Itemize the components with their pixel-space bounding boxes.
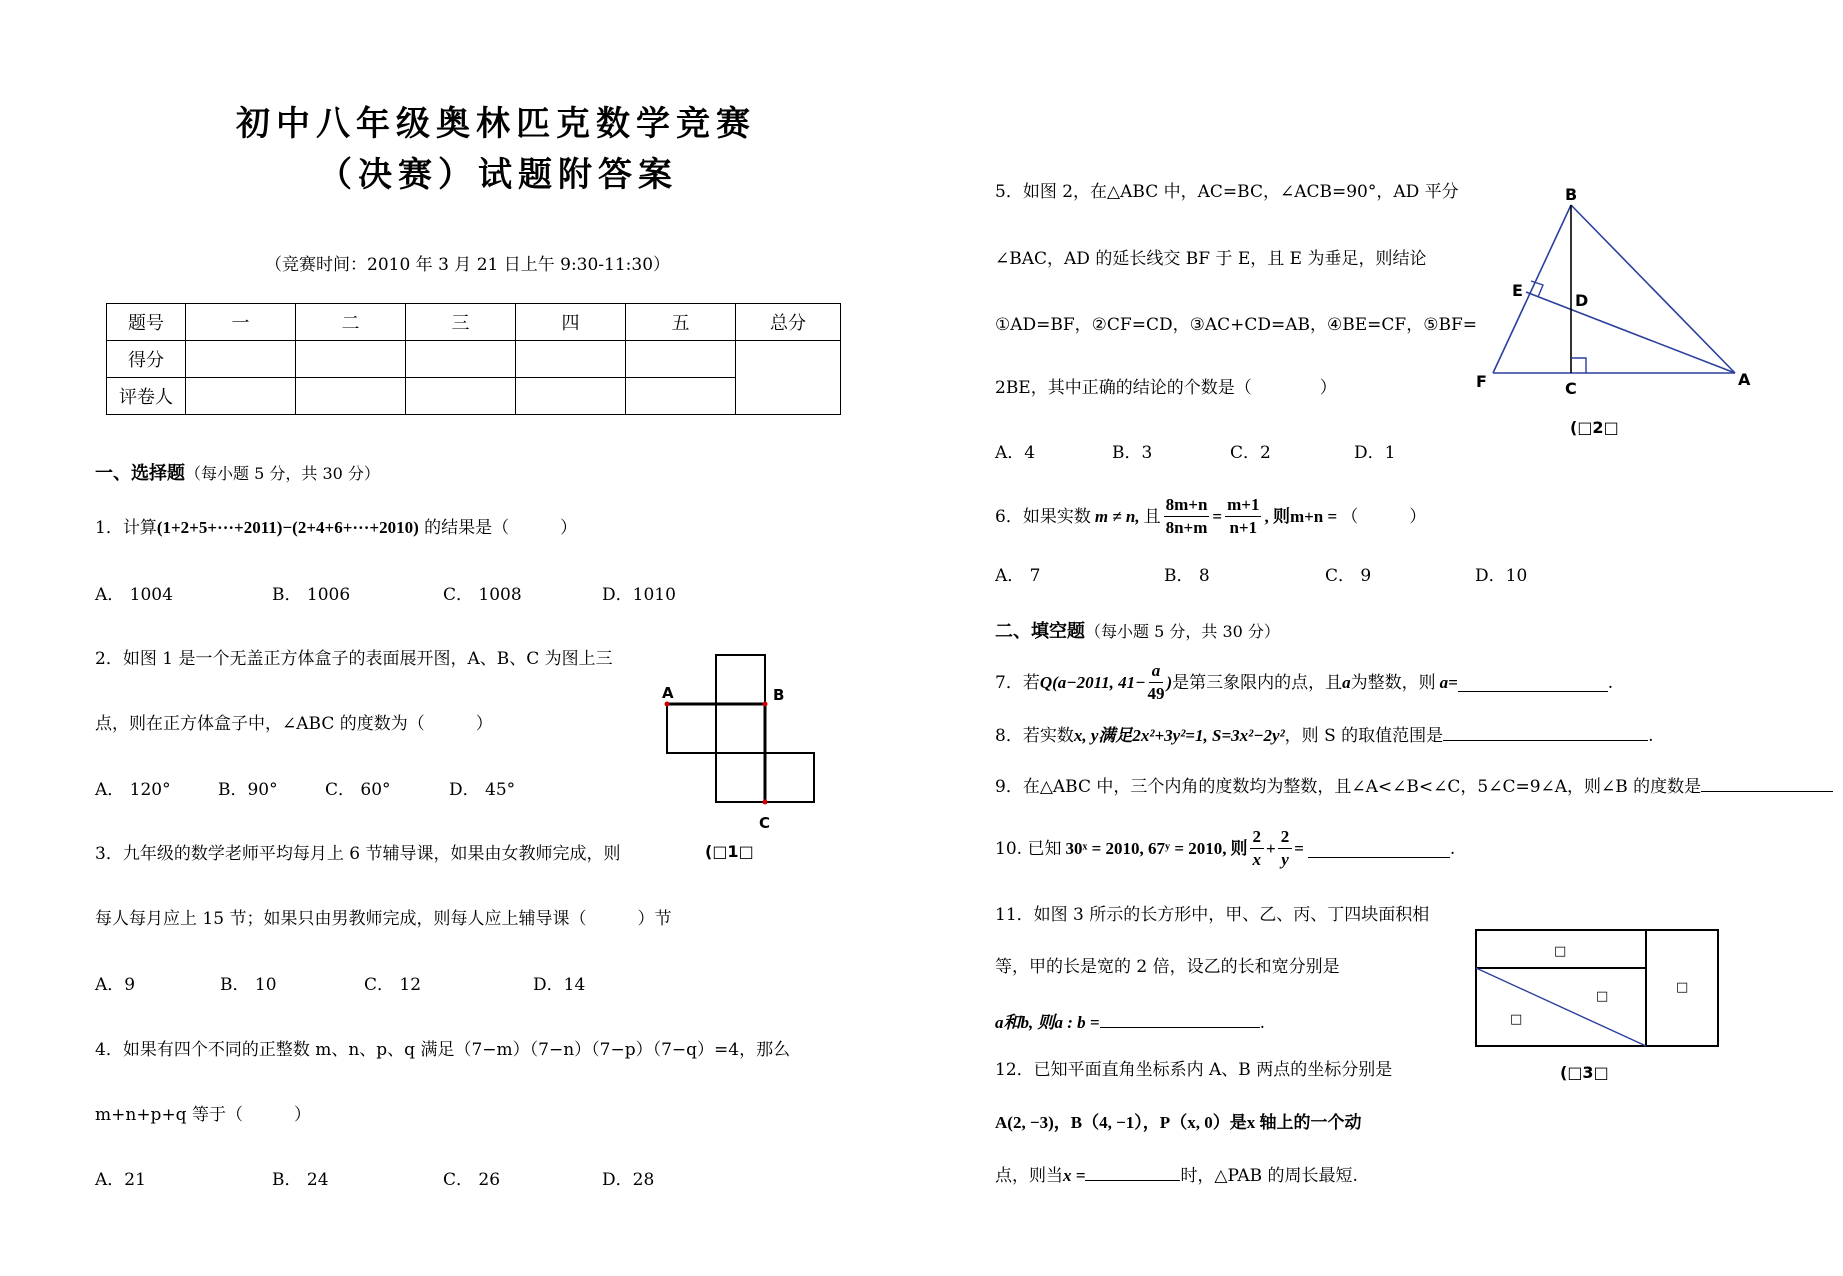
question-1 xyxy=(95,517,577,539)
q9-text: 9．在△ABC 中，三个内角的度数均为整数，且∠A<∠B<∠C，5∠C=9∠A，则∠B 的度数是 xyxy=(995,777,1702,797)
q2-option-b: B．90° xyxy=(218,780,278,800)
q10-fraction-1 xyxy=(1250,826,1265,871)
q5-option-c: C．2 xyxy=(1230,443,1271,463)
score-cell xyxy=(516,378,626,415)
q3-option-a: A．9 xyxy=(95,975,136,995)
figure-3-rectangle xyxy=(1474,928,1720,1048)
figure-2-caption: (□2□ xyxy=(1570,418,1619,437)
competition-time: （竞赛时间：2010 年 3 月 21 日上午 9:30-11:30） xyxy=(265,255,671,275)
fig2-label-d: D xyxy=(1575,291,1589,310)
q6-option-b: B． 8 xyxy=(1164,566,1210,586)
q4-option-d: D．28 xyxy=(602,1170,655,1190)
q2-option-a: A． 120° xyxy=(95,780,171,800)
q10-prefix: 10. 已知 xyxy=(995,838,1062,859)
score-row-label: 评卷人 xyxy=(107,378,186,415)
question-10: 10. 已知 30ˣ = 2010, 67ʸ = 2010, 则 $\frac{2}{x}$ + $\frac{2}{y}$ = . xyxy=(995,827,1456,869)
q2-option-c: C． 60° xyxy=(325,780,391,800)
figure-1-caption: (□1□ xyxy=(705,842,754,861)
q7-expr-a: Q(a−2011, 41− xyxy=(1039,672,1146,692)
q6-rhs-denominator: n+1 xyxy=(1229,518,1258,537)
question-6: 6．如果实数 m ≠ n, 且 $\frac{8m+n}{8n+m}$ = $\frac{m+1}{n+1}$ , 则m+n = （ ） xyxy=(995,495,1427,537)
point-a-marker xyxy=(665,702,670,707)
question-12-line3 xyxy=(995,1162,1358,1187)
score-header: 题号 xyxy=(107,304,186,341)
q8-answer-blank[interactable] xyxy=(1443,722,1648,741)
q11-expr: a和b, 则a : b = xyxy=(995,1013,1100,1032)
score-table xyxy=(106,303,841,415)
q6-condition: m ≠ n, xyxy=(1094,506,1140,526)
q1-prefix: 1．计算 xyxy=(95,518,157,538)
score-header: 五 xyxy=(626,304,736,341)
question-7: 7．若 Q(a−2011, 41− $\frac{a}{49}$ ) 是第三象限内的点，且 a 为整数，则 a= . xyxy=(995,661,1614,703)
q8-tail: ，则 S 的取值范围是 xyxy=(1284,726,1444,746)
q1-option-d: D．1010 xyxy=(602,585,676,605)
question-8: 8．若实数x, y满足2x²+3y²=1, S=3x²−2y²，则 S 的取值范围是 . xyxy=(995,722,1654,747)
q6-option-c: C． 9 xyxy=(1325,566,1372,586)
q4-option-a: A．21 xyxy=(95,1170,146,1190)
fig3-cell-lower-triangle: □ xyxy=(1510,1012,1523,1027)
q4-option-b: B． 24 xyxy=(272,1170,329,1190)
point-b-marker xyxy=(763,702,768,707)
net-face xyxy=(716,704,765,753)
score-header: 四 xyxy=(516,304,626,341)
score-cell xyxy=(186,341,296,378)
q7-prefix: 7．若 xyxy=(995,672,1040,693)
fig3-cell-right: □ xyxy=(1676,980,1689,995)
question-2-line1: 2．如图 1 是一个无盖正方体盒子的表面展开图，A、B、C 为图上三 xyxy=(95,649,613,669)
section-1-heading xyxy=(95,459,380,485)
q10-then: 则 xyxy=(1230,838,1248,858)
score-header: 二 xyxy=(296,304,406,341)
question-3-line1: 3．九年级的数学老师平均每月上 6 节辅导课，如果由女教师完成，则 xyxy=(95,844,621,864)
q1-suffix: 的结果是（ ） xyxy=(424,518,578,538)
q4-option-c: C． 26 xyxy=(443,1170,501,1190)
score-header: 三 xyxy=(406,304,516,341)
q10-den-2: y xyxy=(1281,850,1289,869)
segment-ae xyxy=(1526,292,1735,373)
fig1-label-a: A xyxy=(662,684,674,702)
q7-frac-num: a xyxy=(1149,660,1164,683)
q6-lhs-denominator: 8n+m xyxy=(1165,518,1208,537)
question-12-line1: 12．已知平面直角坐标系内 A、B 两点的坐标分别是 xyxy=(995,1060,1393,1080)
q1-expression: (1+2+5+···+2011)−(2+4+6+···+2010) xyxy=(156,518,419,537)
q6-lhs-numerator: 8m+n xyxy=(1164,494,1210,517)
q6-tail: , 则m+n = xyxy=(1264,506,1338,526)
net-face xyxy=(667,704,716,753)
q7-frac-den: 49 xyxy=(1147,684,1165,703)
fig2-label-f: F xyxy=(1476,372,1487,391)
fig2-label-a: A xyxy=(1738,370,1751,389)
q6-option-d: D．10 xyxy=(1475,566,1528,586)
section-1-note: （每小题 5 分，共 30 分） xyxy=(185,464,380,483)
q10-den-1: x xyxy=(1252,850,1262,869)
fig2-label-b: B xyxy=(1565,185,1578,204)
figure-3-caption: (□3□ xyxy=(1560,1063,1609,1082)
question-4-line1: 4．如果有四个不同的正整数 m、n、p、q 满足（7−m）（7−n）（7−p）（7−q）=4，那么 xyxy=(95,1040,791,1060)
question-5-line2: ∠BAC，AD 的延长线交 BF 于 E，且 E 为垂足，则结论 xyxy=(995,249,1427,269)
q5-option-d: D．1 xyxy=(1354,443,1396,463)
question-4-line2: m+n+p+q 等于（ ） xyxy=(95,1105,311,1125)
q1-option-a: A． 1004 xyxy=(95,585,173,605)
q6-prefix: 6．如果实数 xyxy=(995,506,1091,527)
score-cell xyxy=(406,378,516,415)
section-2-title: 二、填空题 xyxy=(995,621,1085,642)
q7-var: a xyxy=(1342,672,1351,692)
diagonal-divider xyxy=(1476,968,1646,1046)
q7-answer-blank[interactable] xyxy=(1458,673,1608,692)
section-2-note: （每小题 5 分，共 30 分） xyxy=(1085,622,1280,641)
score-header: 一 xyxy=(186,304,296,341)
score-cell xyxy=(296,378,406,415)
q10-equals: = xyxy=(1294,838,1304,858)
q7-mid: 是第三象限内的点，且 xyxy=(1172,672,1343,693)
fig2-label-c: C xyxy=(1565,379,1577,398)
question-9 xyxy=(995,773,1833,798)
segment-ba xyxy=(1571,205,1735,373)
q6-and: 且 xyxy=(1143,506,1161,527)
score-cell xyxy=(626,378,736,415)
section-2-heading xyxy=(995,617,1280,643)
q3-option-d: D．14 xyxy=(533,975,586,995)
question-11-line3: a和b, 则a : b = . xyxy=(995,1009,1265,1034)
net-face xyxy=(716,655,765,704)
figure-2-triangle xyxy=(1470,185,1760,400)
page-title-line2: （决赛）试题附答案 xyxy=(318,155,678,195)
score-cell xyxy=(626,341,736,378)
q7-expr-b: ) xyxy=(1166,672,1173,692)
section-1-title: 一、选择题 xyxy=(95,463,185,484)
q10-num-2: 2 xyxy=(1278,826,1293,849)
score-cell xyxy=(296,341,406,378)
fig2-label-e: E xyxy=(1512,281,1523,300)
q10-answer-blank[interactable] xyxy=(1308,839,1450,858)
q3-option-c: C． 12 xyxy=(364,975,422,995)
q6-rhs-fraction xyxy=(1225,494,1261,539)
q7-answer-label: a= xyxy=(1439,672,1458,692)
segment-bf xyxy=(1493,205,1571,373)
q1-option-b: B． 1006 xyxy=(272,585,351,605)
q12-answer-blank[interactable] xyxy=(1085,1162,1180,1181)
q6-lhs-fraction xyxy=(1164,494,1210,539)
question-2-line2: 点，则在正方体盒子中，∠ABC 的度数为（ ） xyxy=(95,714,493,734)
net-face xyxy=(765,753,814,802)
question-11-line1: 11．如图 3 所示的长方形中，甲、乙、丙、丁四块面积相 xyxy=(995,905,1430,925)
q11-answer-blank[interactable] xyxy=(1100,1009,1260,1028)
q12-var: x = xyxy=(1063,1166,1086,1185)
question-3-line2: 每人每月应上 15 节；如果只由男教师完成，则每人应上辅导课（ ）节 xyxy=(95,909,672,929)
q8-prefix: 8．若实数 xyxy=(995,726,1074,746)
q6-option-a: A． 7 xyxy=(995,566,1041,586)
score-cell xyxy=(186,378,296,415)
q5-option-a: A．4 xyxy=(995,443,1036,463)
question-11-line2: 等，甲的长是宽的 2 倍，设乙的长和宽分别是 xyxy=(995,957,1340,977)
score-header: 总分 xyxy=(736,304,841,341)
score-row-label: 得分 xyxy=(107,341,186,378)
fig3-cell-top: □ xyxy=(1554,944,1567,959)
q10-fraction-2 xyxy=(1278,826,1293,871)
fig3-cell-upper-triangle: □ xyxy=(1596,989,1609,1004)
question-5-line1: 5．如图 2，在△ABC 中，AC=BC，∠ACB=90°，AD 平分 xyxy=(995,182,1459,202)
figure-1-cube-net xyxy=(655,648,825,848)
q12-suffix: 时，△PAB 的周长最短. xyxy=(1180,1166,1358,1186)
q12-prefix: 点，则当 xyxy=(995,1166,1063,1186)
q5-option-b: B．3 xyxy=(1112,443,1153,463)
q2-option-d: D． 45° xyxy=(449,780,516,800)
q8-expr: x, y满足2x²+3y²=1, S=3x²−2y² xyxy=(1073,726,1285,745)
question-5-line3: ①AD=BF，②CF=CD，③AC+CD=AB，④BE=CF，⑤BF= xyxy=(995,315,1477,335)
question-5-line4: 2BE，其中正确的结论的个数是（ ） xyxy=(995,378,1337,398)
right-angle-c-marker xyxy=(1571,358,1586,373)
q10-expr: 30ˣ = 2010, 67ʸ = 2010, xyxy=(1065,838,1227,858)
question-12-line2: A(2, −3)，B（4, −1），P（x, 0）是x 轴上的一个动 xyxy=(995,1113,1362,1132)
q10-plus: + xyxy=(1266,838,1276,858)
q1-option-c: C． 1008 xyxy=(443,585,522,605)
q6-paren: （ ） xyxy=(1341,506,1427,527)
fig1-label-b: B xyxy=(773,686,785,704)
q3-option-b: B． 10 xyxy=(220,975,277,995)
page-title-line1: 初中八年级奥林匹克数学竞赛 xyxy=(236,104,756,144)
score-cell xyxy=(406,341,516,378)
net-face xyxy=(716,753,765,802)
total-score-cell xyxy=(736,341,841,415)
q10-num-1: 2 xyxy=(1250,826,1265,849)
q7-fraction xyxy=(1147,660,1164,705)
q6-rhs-numerator: m+1 xyxy=(1225,494,1261,517)
q9-answer-blank[interactable] xyxy=(1701,773,1833,792)
score-cell xyxy=(516,341,626,378)
q7-tail: 为整数，则 xyxy=(1350,672,1436,693)
fig1-label-c: C xyxy=(759,814,771,832)
point-c-marker xyxy=(763,800,768,805)
